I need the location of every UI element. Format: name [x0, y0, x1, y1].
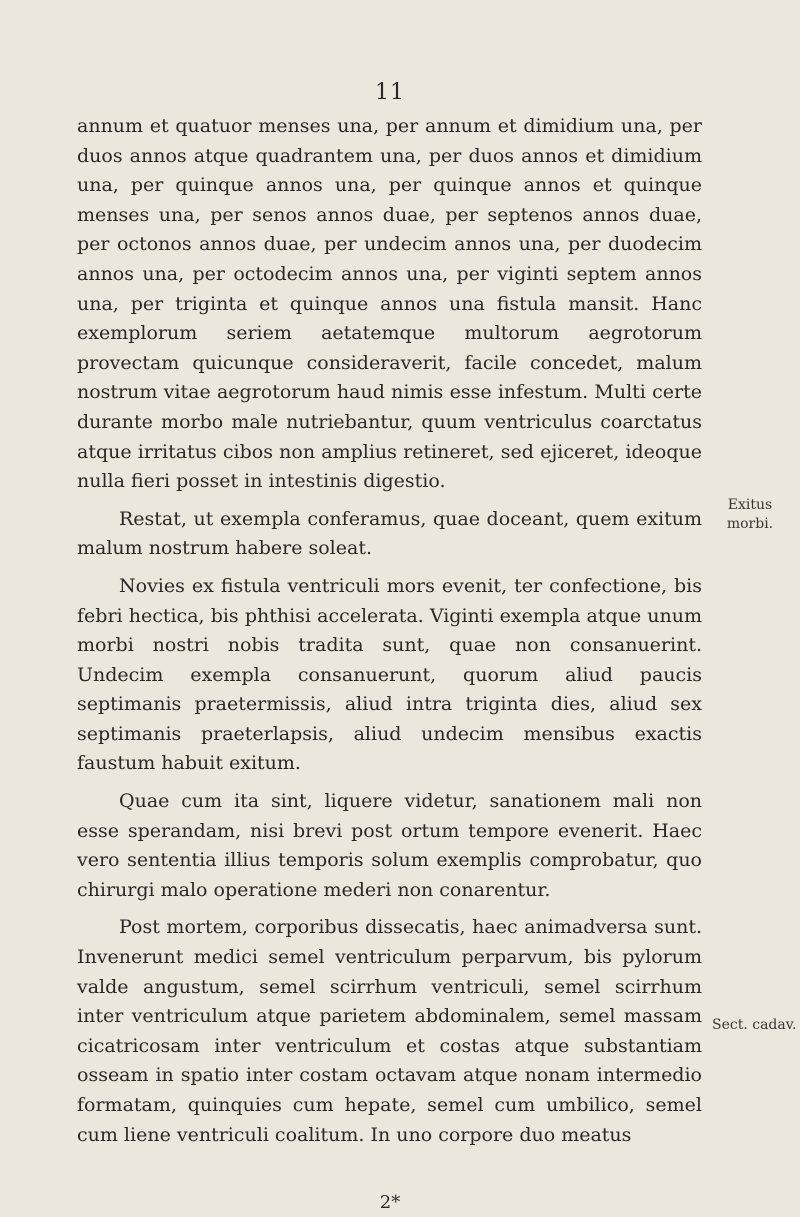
paragraph-exitus: Restat, ut exempla conferamus, quae doceant, quem exitum malum nostrum habere soleat.	[77, 507, 702, 560]
margin-note-sect-cadav: Sect. cadav.	[712, 1017, 797, 1033]
margin-note-exitus-line1: Exitus	[727, 497, 773, 513]
paragraph-continuation: annum et quatuor menses una, per annum et dimidium una, per duos annos atque quadrantem una, per duos annos et dimidium una, per quinque annos una, per quinque annos et quinque menses una, per senos annos duae, per septenos annos duae, per octonos annos duae, per undecim annos una, per duodecim annos una, per octodecim annos una, per viginti septem annos una, per triginta et quinque annos una fistula mansit. Hanc exemplorum seriem aetatemque multorum aegrotorum provectam quicunque consideraverit, facile concedet, malum nostrum vitae aegrotorum haud nimis esse infestum. Multi certe durante morbo male nutriebantur, quum ventriculus coarctatus atque irritatus cibos non amplius retineret, sed ejiceret, ideoque nulla fieri posset in intestinis digestio.	[77, 115, 702, 493]
paragraph-sanatio: Quae cum ita sint, liquere videtur, sanationem mali non esse sperandam, nisi brevi post ortum tempore evenerit. Haec vero sententia illius temporis solum exemplis comprobatur, quo chirurgi malo operatione mederi non conarentur.	[77, 790, 702, 901]
margin-note-exitus	[712, 496, 788, 534]
signature-mark: 2*	[379, 1192, 401, 1213]
body-text	[77, 112, 702, 1150]
paragraph-mortality: Novies ex fistula ventriculi mors evenit, ter confectione, bis febri hectica, bis phthisi accelerata. Viginti exempla atque unum morbi nostri nobis tradita sunt, quae non consanuerint. Undecim exempla consanuerunt, quorum aliud paucis septimanis praetermissis, aliud intra triginta dies, aliud sex septimanis praeterlapsis, aliud undecim mensibus exactis faustum habuit exitum.	[77, 574, 702, 775]
margin-note-exitus-line2: morbi.	[726, 516, 774, 532]
paragraph-sectio: Post mortem, corporibus dissecatis, haec animadversa sunt. Invenerunt medici semel ventriculum perparvum, bis pylorum valde angustum, semel scirrhum ventriculi, semel scirrhum inter ventriculum atque parietem abdominalem, semel massam cicatricosam inter ventriculum et costas atque substantiam osseam in spatio inter costam octavam atque nonam intermedio formatam, quinquies cum hepate, semel cum umbilico, semel cum liene ventriculi coalitum. In uno corpore duo meatus	[77, 916, 702, 1146]
page-number: 11	[375, 80, 405, 105]
